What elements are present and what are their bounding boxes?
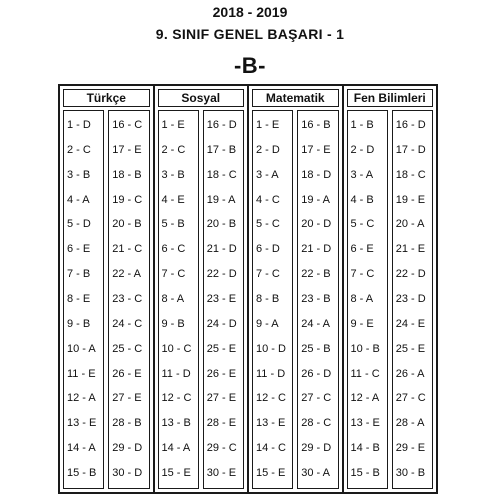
answer-column [108,110,149,489]
subject-header: Türkçe [63,89,150,107]
answer-cell: 15 - E [256,466,286,479]
answer-column [392,110,433,489]
subject-block [60,86,155,492]
answer-cell: 11 - C [350,367,380,380]
answer-cell: 2 - D [256,143,280,156]
answer-cell: 11 - E [67,367,96,380]
answer-cell: 11 - D [256,367,286,380]
answer-key-table [58,84,438,494]
answer-cell: 9 - A [256,317,279,330]
answer-cell: 19 - C [112,193,143,206]
answer-cell: 4 - A [67,193,90,206]
answer-cell: 28 - B [112,417,142,430]
answer-cell: 2 - D [350,143,375,156]
answer-cell: 29 - C [206,442,237,455]
subject-header: Fen Bilimleri [347,89,434,107]
answer-cell: 12 - C [256,392,286,405]
answer-cell: 5 - C [350,218,375,231]
answer-cell: 3 - A [256,168,279,181]
answer-cell: 16 - D [395,118,426,131]
answer-cell: 19 - A [206,193,236,206]
answer-cell: 25 - B [301,342,331,355]
answer-cell: 24 - A [301,317,330,330]
answer-cell: 27 - E [112,392,142,405]
answer-cell: 27 - C [301,392,332,405]
answer-cell: 10 - D [256,342,286,355]
answer-cell: 25 - E [395,342,426,355]
answer-cell: 26 - E [112,367,142,380]
answer-cell: 25 - E [206,342,237,355]
answer-cell: 8 - E [67,292,91,305]
answer-cell: 24 - D [206,317,237,330]
answer-cell: 8 - A [350,292,374,305]
answer-cell: 23 - E [206,292,237,305]
answer-cell: 24 - C [112,317,143,330]
answer-cell: 3 - B [161,168,185,181]
answer-cell: 1 - E [161,118,185,131]
answer-cell: 5 - C [256,218,280,231]
answer-cell: 17 - D [395,143,426,156]
answer-cell: 21 - E [395,243,426,256]
answer-cell: 7 - C [256,268,280,281]
answer-cell: 28 - A [395,417,425,430]
answer-cell: 22 - A [112,268,141,281]
answer-cell: 7 - C [350,268,375,281]
answer-cell: 12 - A [67,392,96,405]
subject-block [344,86,437,492]
subject-header: Sosyal [158,89,245,107]
answer-cell: 1 - B [350,118,374,131]
answer-cell: 22 - D [395,268,426,281]
answer-cell: 18 - C [395,168,426,181]
answer-cell: 26 - A [395,367,425,380]
answer-cell: 8 - B [256,292,280,305]
answer-cell: 2 - C [67,143,91,156]
answer-cell: 23 - C [112,292,143,305]
answer-cell: 26 - E [206,367,237,380]
answer-cell: 24 - E [395,317,426,330]
answer-cell: 18 - D [301,168,332,181]
subject-block [155,86,250,492]
answer-column [203,110,244,489]
answer-cell: 6 - E [67,243,91,256]
answer-cell: 9 - B [161,317,185,330]
answer-cell: 4 - E [161,193,185,206]
answer-cell: 20 - D [301,218,332,231]
answer-cell: 7 - B [67,268,91,281]
answer-cell: 17 - E [301,143,331,156]
answer-cell: 19 - E [395,193,426,206]
answer-cell: 13 - E [350,417,380,430]
answer-cell: 11 - D [161,367,191,380]
answer-cell: 1 - D [67,118,91,131]
answer-columns [347,110,434,489]
answer-cell: 3 - B [67,168,91,181]
answer-cell: 5 - D [67,218,91,231]
answer-cell: 6 - C [161,243,186,256]
answer-cell: 12 - C [161,392,192,405]
school-year-title: 2018 - 2019 [212,4,288,20]
answer-cell: 25 - C [112,342,143,355]
answer-cell: 14 - C [256,442,286,455]
answer-cell: 14 - B [350,442,380,455]
answer-cell: 4 - C [256,193,280,206]
answer-cell: 29 - E [395,442,426,455]
answer-cell: 4 - B [350,193,374,206]
answer-cell: 8 - A [161,292,185,305]
answer-cell: 20 - A [395,218,425,231]
answer-cell: 26 - D [301,367,332,380]
answer-cell: 13 - E [67,417,97,430]
answer-cell: 13 - E [256,417,286,430]
answer-column [347,110,388,489]
answer-cell: 10 - C [161,342,192,355]
answer-cell: 28 - E [206,417,237,430]
answer-cell: 7 - C [161,268,186,281]
answer-cell: 20 - B [206,218,237,231]
answer-column [63,110,104,489]
answer-cell: 22 - B [301,268,331,281]
answer-cell: 2 - C [161,143,186,156]
answer-cell: 29 - D [112,442,143,455]
answer-columns [63,110,150,489]
subject-block [249,86,344,492]
exam-title: 9. SINIF GENEL BAŞARI - 1 [155,26,345,42]
answer-cell: 12 - A [350,392,380,405]
booklet-label: -B- [233,53,267,78]
answer-columns [252,110,339,489]
answer-cell: 16 - D [206,118,237,131]
answer-cell: 13 - B [161,417,191,430]
answer-cell: 18 - C [206,168,237,181]
answer-cell: 30 - B [395,466,426,479]
answer-column [252,110,293,489]
answer-cell: 10 - A [67,342,96,355]
answer-column [158,110,199,489]
answer-cell: 3 - A [350,168,374,181]
answer-cell: 29 - D [301,442,332,455]
answer-cell: 5 - B [161,218,185,231]
answer-cell: 6 - D [256,243,280,256]
answer-cell: 16 - C [112,118,143,131]
answer-cell: 19 - A [301,193,330,206]
answer-cell: 22 - D [206,268,237,281]
answer-cell: 1 - E [256,118,280,131]
answer-cell: 28 - C [301,417,332,430]
answer-cell: 14 - A [67,442,96,455]
answer-cell: 15 - E [161,466,191,479]
answer-cell: 30 - E [206,466,237,479]
answer-cell: 9 - E [350,317,374,330]
answer-cell: 27 - E [206,392,237,405]
answer-columns [158,110,245,489]
answer-cell: 15 - B [350,466,380,479]
answer-cell: 17 - E [112,143,142,156]
answer-cell: 21 - D [206,243,237,256]
answer-cell: 23 - B [301,292,331,305]
subject-header: Matematik [252,89,339,107]
answer-cell: 27 - C [395,392,426,405]
answer-cell: 30 - D [112,466,143,479]
answer-cell: 17 - B [206,143,237,156]
answer-cell: 6 - E [350,243,374,256]
answer-cell: 14 - A [161,442,191,455]
answer-cell: 21 - D [301,243,332,256]
answer-cell: 21 - C [112,243,143,256]
answer-cell: 9 - B [67,317,91,330]
answer-cell: 18 - B [112,168,142,181]
answer-cell: 23 - D [395,292,426,305]
answer-cell: 16 - B [301,118,331,131]
answer-cell: 15 - B [67,466,97,479]
answer-cell: 20 - B [112,218,142,231]
answer-cell: 30 - A [301,466,330,479]
answer-column [297,110,338,489]
answer-cell: 10 - B [350,342,380,355]
